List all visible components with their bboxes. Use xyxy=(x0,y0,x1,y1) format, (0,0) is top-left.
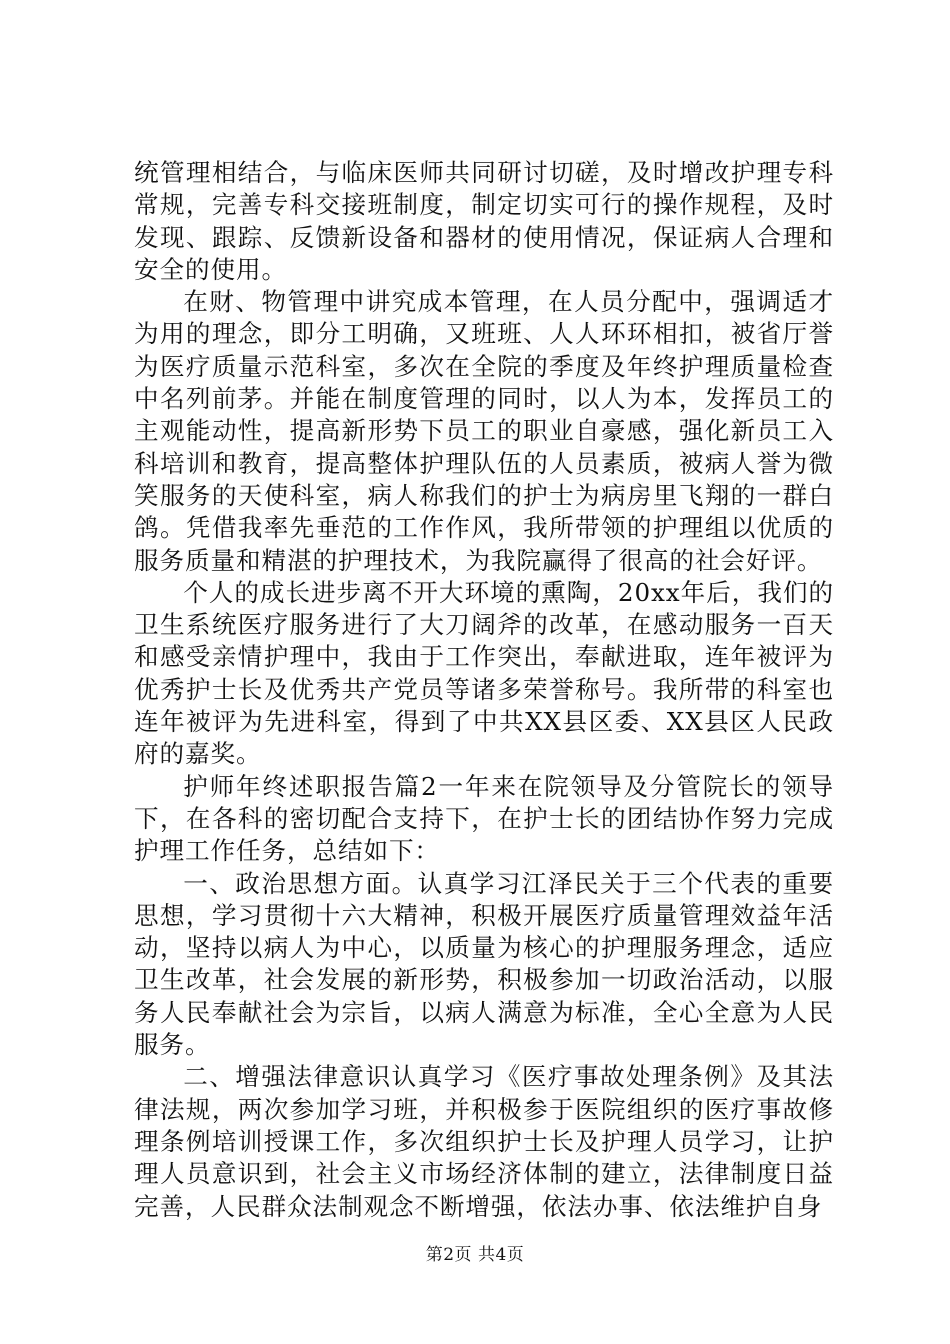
paragraph-legal-awareness: 二、增强法律意识认真学习《医疗事故处理条例》及其法律法规，两次参加学习班，并积极参于医院组织的医疗事故修理条例培训授课工作，多次组织护士长及护理人员学习，让护理人员意识到，社会主义市场经济体制的建立，法律制度日益完善，人民群众法制观念不断增强，依法办事、依法维护自身 xyxy=(134,1062,834,1221)
paragraph-report-2-intro: 护师年终述职报告篇2一年来在院领导及分管院长的领导下，在各科的密切配合支持下，在护士长的团结协作努力完成护理工作任务，总结如下： xyxy=(134,771,834,866)
paragraph-continued: 统管理相结合，与临床医师共同研讨切磋，及时增改护理专科常规，完善专科交接班制度，制定切实可行的操作规程，及时发现、跟踪、反馈新设备和器材的使用情况，保证病人合理和安全的使用。 xyxy=(134,158,834,284)
paragraph-political-thought: 一、政治思想方面。认真学习江泽民关于三个代表的重要思想，学习贯彻十六大精神，积极开展医疗质量管理效益年活动，坚持以病人为中心，以质量为核心的护理服务理念，适应卫生改革，社会发展的新形势，积极参加一切政治活动，以服务人民奉献社会为宗旨，以病人满意为标准，全心全意为人民服务。 xyxy=(134,868,834,1060)
page-number-footer: 第2页 共4页 xyxy=(425,1245,525,1265)
document-body xyxy=(134,157,834,1223)
paragraph-cost-management: 在财、物管理中讲究成本管理，在人员分配中，强调适才为用的理念，即分工明确，又班班、人人环环相扣，被省厅誉为医疗质量示范科室，多次在全院的季度及年终护理质量检查中名列前茅。并能在制度管理的同时，以人为本，发挥员工的主观能动性，提高新形势下员工的职业自豪感，强化新员工入科培训和教育，提高整体护理队伍的人员素质，被病人誉为微笑服务的天使科室，病人称我们的护士为病房里飞翔的一群白鸽。凭借我率先垂范的工作作风，我所带领的护理组以优质的服务质量和精湛的护理技术，为我院赢得了很高的社会好评。 xyxy=(134,287,834,575)
paragraph-personal-growth: 个人的成长进步离不开大环境的熏陶，20xx年后，我们的卫生系统医疗服务进行了大刀阔斧的改革，在感动服务一百天和感受亲情护理中，我由于工作突出，奉献进取，连年被评为优秀护士长及优秀共产党员等诸多荣誉称号。我所带的科室也连年被评为先进科室，得到了中共XX县区委、XX县区人民政府的嘉奖。 xyxy=(134,577,834,769)
